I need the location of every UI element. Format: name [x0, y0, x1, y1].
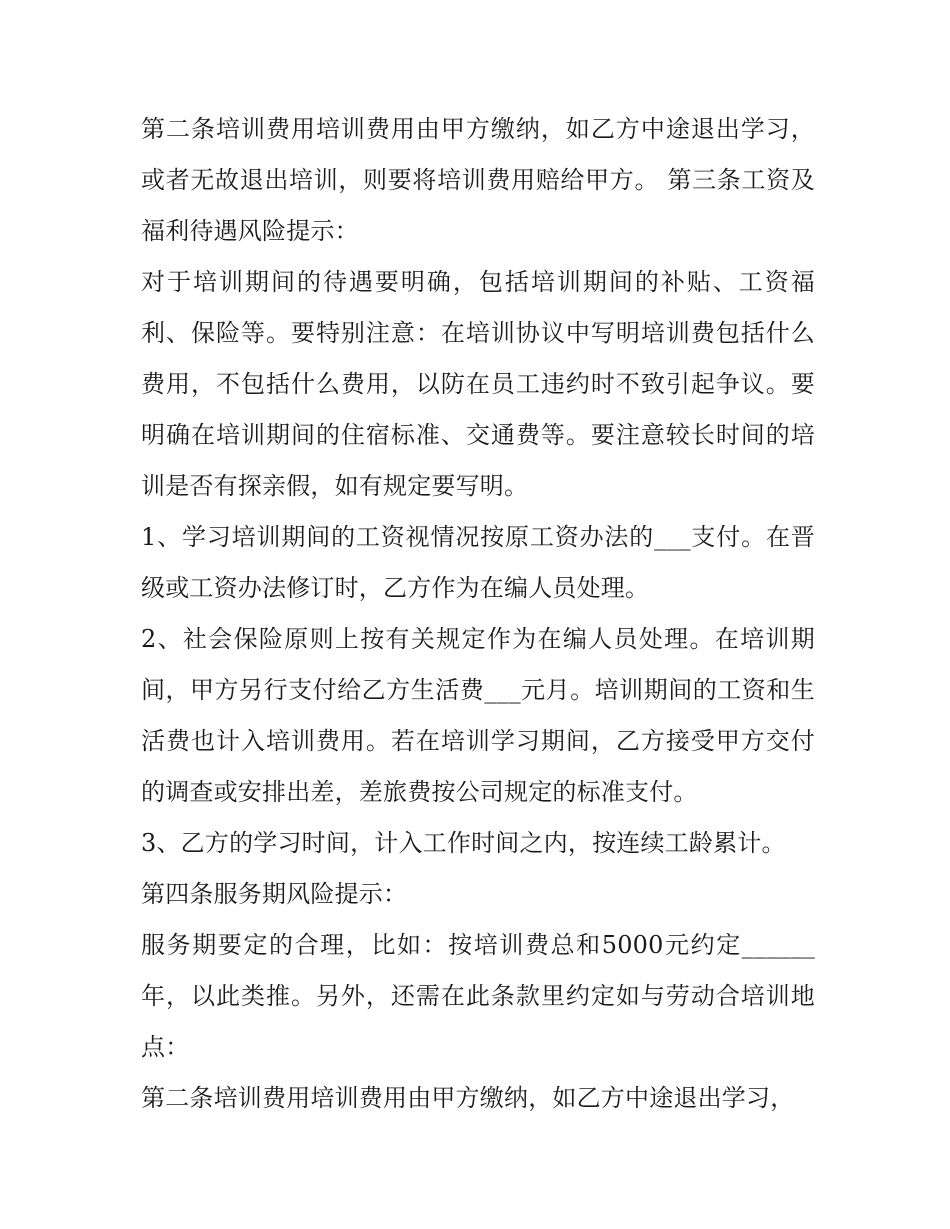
document-body	[141, 104, 815, 1124]
paragraph-training-fees: 第二条培训费用培训费用由甲方缴纳，如乙方中途退出学习，或者无故退出培训，则要将培训费用赔给甲方。 第三条工资及福利待遇风险提示：	[141, 115, 815, 245]
paragraph-clause-2: 2、社会保险原则上按有关规定作为在编人员处理。在培训期间，甲方另行支付给乙方生活费___元月。培训期间的工资和生活费也计入培训费用。若在培训学习期间，乙方接受甲方交付的调查或安排出差，差旅费按公司规定的标准支付。	[141, 625, 815, 806]
paragraph-benefits-notice: 对于培训期间的待遇要明确，包括培训期间的补贴、工资福利、保险等。要特别注意：在培训协议中写明培训费包括什么费用，不包括什么费用，以防在员工违约时不致引起争议。要明确在培训期间的住宿标准、交通费等。要注意较长时间的培训是否有探亲假，如有规定要写明。	[141, 268, 815, 500]
paragraph-service-period: 服务期要定的合理，比如：按培训费总和5000元约定______年，以此类推。另外，还需在此条款里约定如与劳动合培训地点：	[141, 931, 815, 1061]
paragraph-training-fees-repeat: 第二条培训费用培训费用由甲方缴纳，如乙方中途退出学习，	[141, 1084, 795, 1112]
paragraph-clause-3: 3、乙方的学习时间，计入工作时间之内，按连续工龄累计。	[141, 829, 786, 857]
paragraph-article-4-heading: 第四条服务期风险提示：	[141, 880, 408, 908]
paragraph-clause-1: 1、学习培训期间的工资视情况按原工资办法的___支付。在晋级或工资办法修订时，乙方作为在编人员处理。	[141, 523, 815, 602]
